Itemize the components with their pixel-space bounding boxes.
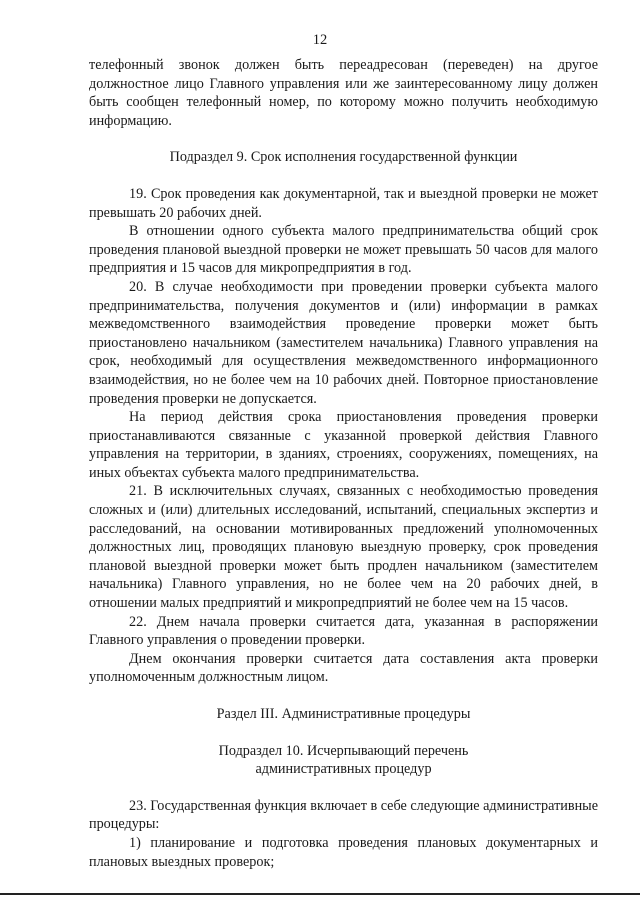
page-number: 12 xyxy=(312,32,328,48)
subsection-10-title-line-1: Подраздел 10. Исчерпывающий перечень xyxy=(218,742,469,759)
document-body xyxy=(89,56,598,871)
paragraph-19-continued: В отношении одного субъекта малого предпринимательства общий срок проведения плановой выездной проверки не может превышать 50 часов для малого предприятия и 15 часов для микропредприятия в год. xyxy=(89,223,598,277)
paragraph-21: 21. В исключительных случаях, связанных с необходимостью проведения сложных и (или) длительных исследований, испытаний, специальных экспертиз и расследований, на основании мотивированных предложений уполномоченных должностных лиц, проводящих плановую выездную проверку, срок проведения плановой выездной проверки может быть продлен начальником (заместителем начальника) Главного управления, но не более чем на 20 рабочих дней, в отношении малых предприятий и микропредприятий не более чем на 15 часов. xyxy=(89,483,598,612)
paragraph-23: 23. Государственная функция включает в себе следующие административные процедуры: xyxy=(89,797,598,833)
paragraph-intro: телефонный звонок должен быть переадресован (переведен) на другое должностное лицо Главного управления или же заинтересованному лицу должен быть сообщен телефонный номер, по которому можно получить необходимую информацию. xyxy=(89,57,598,129)
paragraph-19: 19. Срок проведения как документарной, так и выездной проверки не может превышать 20 рабочих дней. xyxy=(89,185,598,221)
paragraph-22: 22. Днем начала проверки считается дата, указанная в распоряжении Главного управления о проведении проверки. xyxy=(89,613,598,649)
bottom-scan-rule xyxy=(0,893,640,895)
paragraph-23-item-1: 1) планирование и подготовка проведения плановых документарных и плановых выездных проверок; xyxy=(89,834,598,870)
paragraph-22-continued: Днем окончания проверки считается дата составления акта проверки уполномоченным должностным лицом. xyxy=(89,650,598,686)
section-3-title: Раздел III. Административные процедуры xyxy=(216,706,471,722)
paragraph-20: 20. В случае необходимости при проведении проверки субъекта малого предпринимательства, получения документов и (или) информации в рамках межведомственного взаимодействия проведение проверки может быть приостановлено начальником (заместителем начальника) Главного управления на срок, необходимый для осуществления межведомственного информационного взаимодействия, но не более чем на 10 рабочих дней. Повторное приостановление проведения проверки не допускается. xyxy=(89,278,598,407)
paragraph-20-continued: На период действия срока приостановления проведения проверки приостанавливаются связанные с указанной проверкой действия Главного управления на территории, в зданиях, строениях, сооружениях, помещениях, на иных объектах субъекта малого предпринимательства. xyxy=(89,409,598,481)
subsection-9-title: Подраздел 9. Срок исполнения государственной функции xyxy=(169,149,518,166)
subsection-10-title-line-2: административных процедур xyxy=(255,761,432,778)
